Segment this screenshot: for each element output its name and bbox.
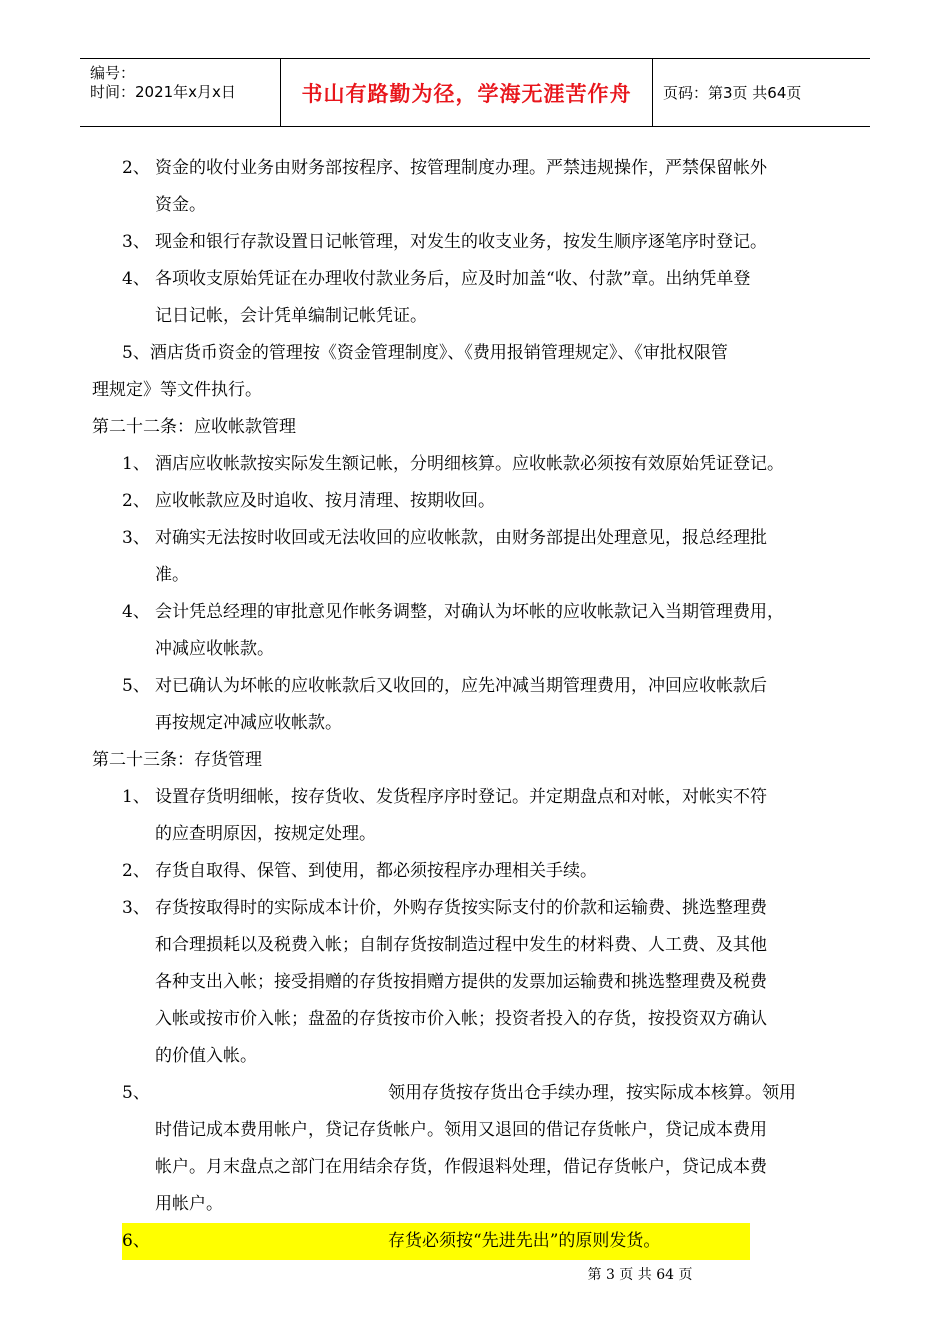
item-text: 对确实无法按时收回或无法收回的应收帐款，由财务部提出处理意见，报总经理批 [155, 528, 767, 548]
item-number: 2、 [122, 158, 150, 178]
item-number: 3、 [122, 528, 150, 548]
item-text: 对已确认为坏帐的应收帐款后又收回的，应先冲减当期管理费用，冲回应收帐款后 [155, 676, 767, 696]
item-text: 各项收支原始凭证在办理收付款业务后，应及时加盖“收、付款”章。出纳凭单登 [155, 269, 751, 289]
item-continuation: 各种支出入帐；接受捐赠的存货按捐赠方提供的发票加运输费和挑选整理费及税费 [155, 972, 767, 992]
item-number: 6、 [122, 1231, 150, 1251]
item-text: 存货必须按“先进先出”的原则发货。 [388, 1231, 661, 1251]
list-item [92, 668, 872, 705]
item-continuation: 时借记成本费用帐户，贷记存货帐户。领用又退回的借记存货帐户，贷记成本费用 [155, 1120, 767, 1140]
item-number: 5、 [122, 1083, 150, 1103]
list-item [92, 224, 872, 261]
item-number: 2、 [122, 491, 150, 511]
list-item [92, 890, 872, 927]
item-text: 应收帐款应及时追收、按月清理、按期收回。 [155, 491, 495, 511]
item-number: 5、 [122, 676, 150, 696]
date-label: 时间：2021年x月x日 [90, 83, 236, 101]
item-continuation: 资金。 [155, 195, 206, 215]
highlight-marker [122, 1223, 750, 1260]
item-text: 领用存货按存货出仓手续办理，按实际成本核算。领用 [388, 1083, 796, 1103]
list-item [92, 520, 872, 557]
item-text: 会计凭总经理的审批意见作帐务调整，对确认为坏帐的应收帐款记入当期管理费用， [155, 602, 784, 622]
item-text: 存货按取得时的实际成本计价，外购存货按实际支付的价款和运输费、挑选整理费 [155, 898, 767, 918]
item-continuation: 入帐或按市价入帐；盘盈的存货按市价入帐；投资者投入的存货，按投资双方确认 [155, 1009, 767, 1029]
number-label: 编号： [90, 64, 136, 82]
item-text: 存货自取得、保管、到使用，都必须按程序办理相关手续。 [155, 861, 597, 881]
header-motto: 书山有路勤为径，学海无涯苦作舟 [281, 59, 653, 126]
document-body [92, 150, 872, 1260]
item-continuation: 再按规定冲减应收帐款。 [155, 713, 342, 733]
item-number: 1、 [122, 454, 150, 474]
item-continuation: 帐户。月末盘点之部门在用结余存货，作假退料处理，借记存货帐户，贷记成本费 [155, 1157, 767, 1177]
item-continuation: 用帐户。 [155, 1194, 223, 1214]
list-item [92, 779, 872, 816]
list-item [92, 261, 872, 298]
list-item [92, 150, 872, 187]
item-text: 现金和银行存款设置日记帐管理，对发生的收支业务，按发生顺序逐笔序时登记。 [155, 232, 767, 252]
item-text: 设置存货明细帐，按存货收、发货程序序时登记。并定期盘点和对帐，对帐实不符 [155, 787, 767, 807]
item-text-wrap [155, 1075, 864, 1112]
item-continuation: 冲减应收帐款。 [155, 639, 274, 659]
item-number: 3、 [122, 232, 150, 252]
header-meta [80, 59, 281, 126]
item-continuation: 记日记帐，会计凭单编制记帐凭证。 [155, 306, 427, 326]
highlighted-item [92, 1223, 872, 1260]
item-continuation: 的价值入帐。 [155, 1046, 257, 1066]
article-22-heading: 第二十二条：应收帐款管理 [92, 417, 296, 437]
paragraph-item5: 5、酒店货币资金的管理按《资金管理制度》、《费用报销管理规定》、《审批权限管 [122, 343, 728, 363]
item-number: 4、 [122, 602, 150, 622]
list-item [92, 483, 872, 520]
list-item [92, 446, 872, 483]
item-continuation: 的应查明原因，按规定处理。 [155, 824, 376, 844]
article-23-heading: 第二十三条：存货管理 [92, 750, 262, 770]
item-number: 2、 [122, 861, 150, 881]
item-number: 1、 [122, 787, 150, 807]
page-footer: 第 3 页 共 64 页 [587, 1267, 693, 1283]
item-continuation: 准。 [155, 565, 189, 585]
list-item [92, 853, 872, 890]
item-text: 资金的收付业务由财务部按程序、按管理制度办理。严禁违规操作，严禁保留帐外 [155, 158, 767, 178]
list-item [92, 1075, 872, 1112]
paragraph-item5-continuation: 理规定》等文件执行。 [92, 380, 262, 400]
item-number: 4、 [122, 269, 150, 289]
document-header [80, 58, 870, 127]
header-page-info: 页码：第3页 共64页 [663, 84, 802, 102]
item-continuation: 和合理损耗以及税费入帐；自制存货按制造过程中发生的材料费、人工费、及其他 [155, 935, 767, 955]
item-number: 3、 [122, 898, 150, 918]
item-text: 酒店应收帐款按实际发生额记帐，分明细核算。应收帐款必须按有效原始凭证登记。 [155, 454, 784, 474]
list-item [92, 594, 872, 631]
